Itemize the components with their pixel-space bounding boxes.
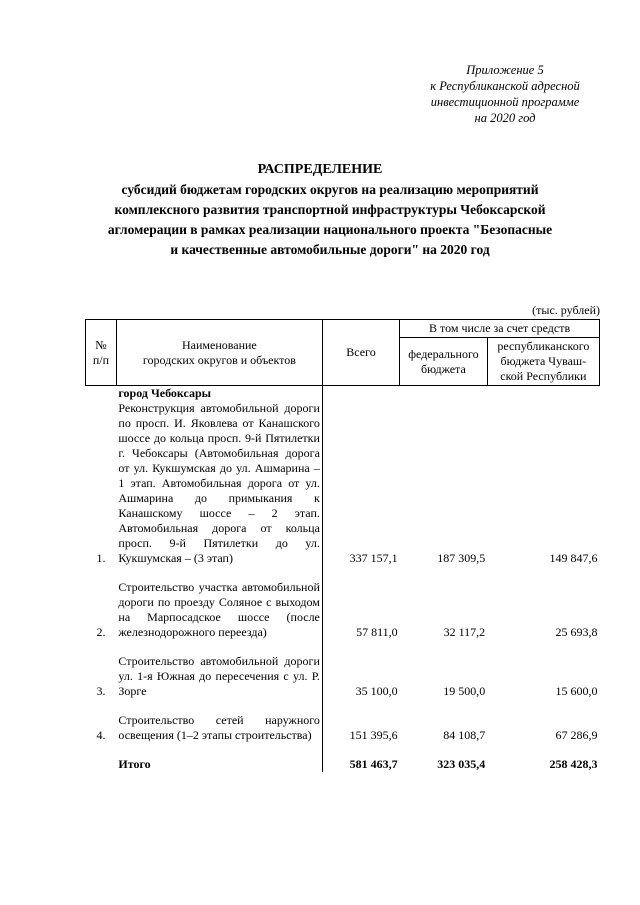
- section-row: [86, 386, 600, 402]
- row-object-name: Строительство участка автомобильной дороги по проезду Соляное с выходом на Марпосадское шоссе (после железнодорожного переезда): [118, 580, 320, 639]
- row-number: 1.: [96, 551, 106, 565]
- header-number: № п/п: [86, 320, 117, 386]
- subsidy-table: [85, 319, 600, 772]
- appendix-note: [400, 62, 610, 126]
- subtitle-line-1: субсидий бюджетам городских округов на реализацию мероприятий: [121, 182, 539, 197]
- row-federal: 32 117,2: [443, 625, 486, 639]
- row-total: 337 157,1: [322, 401, 399, 566]
- row-federal: 187 309,5: [437, 551, 486, 565]
- table-row: [86, 654, 600, 699]
- total-sum: 581 463,7: [322, 757, 399, 772]
- row-object-name: Строительство автомобильной дороги ул. 1-я Южная до пересечения с ул. Р. Зорге: [118, 654, 320, 698]
- row-republic: 149 847,6: [549, 551, 598, 565]
- appendix-line-2: к Республиканской адресной: [430, 79, 580, 93]
- row-federal: 19 500,0: [443, 684, 486, 698]
- total-row: [86, 757, 600, 772]
- row-republic: 67 286,9: [555, 728, 598, 742]
- total-federal: 323 035,4: [437, 757, 486, 771]
- document-title: РАСПРЕДЕЛЕНИЕ: [257, 162, 383, 177]
- header-total: Всего: [322, 320, 399, 386]
- row-total: 151 395,6: [322, 713, 399, 743]
- row-total: 57 811,0: [322, 580, 399, 640]
- header-republic: республиканского бюджета Чуваш- ской Республики: [487, 338, 599, 386]
- appendix-line-1: Приложение 5: [466, 63, 544, 77]
- row-object-name: Строительство сетей наружного освещения (1–2 этапы строительства): [118, 713, 320, 742]
- total-label: Итого: [118, 757, 151, 771]
- subtitle-line-3: агломерации в рамках реализации национального проекта "Безопасные: [107, 222, 553, 237]
- row-federal: 84 108,7: [443, 728, 486, 742]
- row-number: 2.: [96, 625, 106, 639]
- total-republic: 258 428,3: [549, 757, 598, 771]
- table-row: [86, 580, 600, 640]
- header-federal: федерального бюджета: [400, 338, 488, 386]
- appendix-line-4: на 2020 год: [474, 111, 536, 125]
- subtitle-line-4: и качественные автомобильные дороги" на 2020 год: [170, 242, 490, 257]
- row-republic: 15 600,0: [555, 684, 598, 698]
- table-row: [86, 401, 600, 566]
- row-total: 35 100,0: [322, 654, 399, 699]
- units-note: (тыс. рублей): [532, 303, 600, 317]
- subtitle-line-2: комплексного развития транспортной инфраструктуры Чебоксарской: [114, 202, 546, 217]
- row-republic: 25 693,8: [555, 625, 598, 639]
- header-funding-group: В том числе за счет средств: [400, 320, 600, 338]
- row-number: 3.: [96, 684, 106, 698]
- section-label: город Чебоксары: [118, 386, 212, 400]
- row-number: 4.: [96, 728, 106, 742]
- appendix-line-3: инвестиционной программе: [430, 95, 580, 109]
- document-subtitle: [60, 180, 600, 260]
- table-row: [86, 713, 600, 743]
- row-object-name: Реконструкция автомобильной дороги по просп. И. Яковлева от Канашского шоссе до кольца просп. 9-й Пятилетки г. Чебоксары (Автомобильная дорога от ул. Кукшумская до ул. Ашмарина – 1 этап. Автомобильная дорога от ул. Ашмарина до примыкания к Канашскому шоссе – 2 этап. Автомобильная дорога от кольца просп. 9-й Пятилетки до ул. Кукшумская – (3 этап): [118, 401, 320, 565]
- header-name: Наименование городских округов и объектов: [116, 320, 322, 386]
